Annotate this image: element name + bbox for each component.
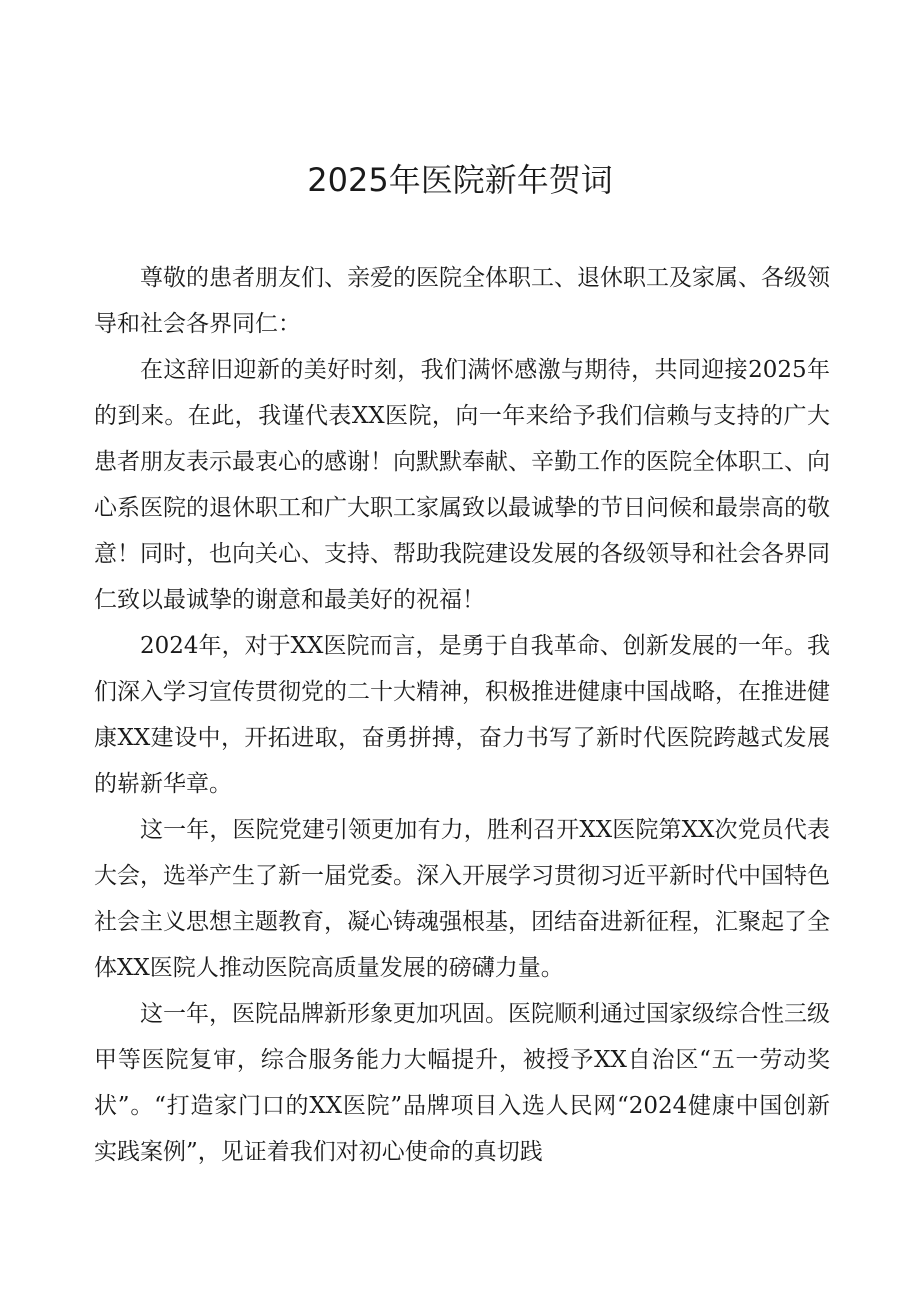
body-paragraph-2024-overview: 2024年，对于XX医院而言，是勇于自我革命、创新发展的一年。我们深入学习宣传贯彻党的二十大精神，积极推进健康中国战略，在推进健康XX建设中，开拓进取，奋勇拼搏，奋力书写了新时代医院跨越式发展的崭新华章。 — [94, 633, 830, 797]
body-paragraph-greeting: 在这辞旧迎新的美好时刻，我们满怀感激与期待，共同迎接2025年的到来。在此，我谨代表XX医院，向一年来给予我们信赖与支持的广大患者朋友表示最衷心的感谢！向默默奉献、辛勤工作的医院全体职工、向心系医院的退休职工和广大职工家属致以最诚挚的节日问候和最崇高的敬意！同时，也向关心、支持、帮助我院建设发展的各级领导和社会各界同仁致以最诚挚的谢意和最美好的祝福！ — [94, 357, 830, 613]
body-paragraph-party-building: 这一年，医院党建引领更加有力，胜利召开XX医院第XX次党员代表大会，选举产生了新一届党委。深入开展学习贯彻习近平新时代中国特色社会主义思想主题教育，凝心铸魂强根基，团结奋进新征程，汇聚起了全体XX医院人推动医院高质量发展的磅礴力量。 — [94, 817, 830, 981]
salutation-paragraph: 尊敬的患者朋友们、亲爱的医院全体职工、退休职工及家属、各级领导和社会各界同仁： — [94, 265, 830, 337]
body-paragraph-hospital-brand: 这一年，医院品牌新形象更加巩固。医院顺利通过国家级综合性三级甲等医院复审，综合服务能力大幅提升，被授予XX自治区“五一劳动奖状”。“打造家门口的XX医院”品牌项目入选人民网“2024健康中国创新实践案例”，见证着我们对初心使命的真切践 — [94, 1001, 830, 1165]
document-body — [94, 255, 830, 1175]
document-title: 2025年医院新年贺词 — [307, 161, 613, 199]
